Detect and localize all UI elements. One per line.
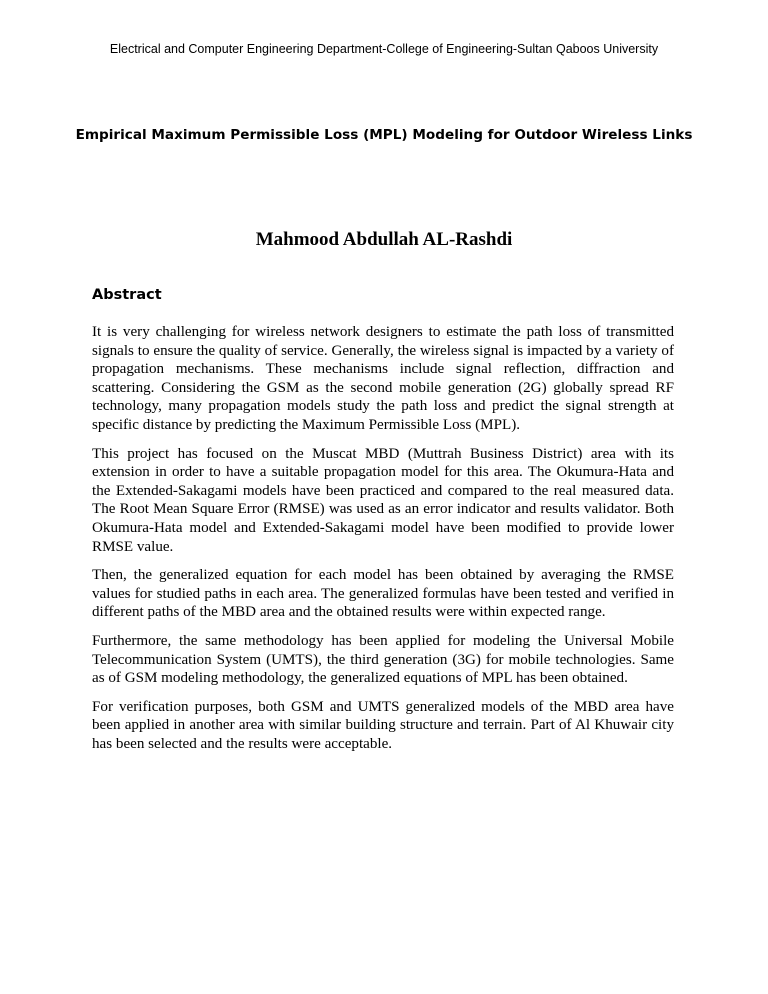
abstract-paragraph-4: Furthermore, the same methodology has been applied for modeling the Universal Mobile Telecommunication System (UMTS), the third generation (3G) for mobile technologies. Same as of GSM modeling methodology, the generalized equations of MPL has been obtained. xyxy=(92,632,674,687)
abstract-body xyxy=(92,323,674,763)
abstract-heading: Abstract xyxy=(92,287,162,303)
document-title: Empirical Maximum Permissible Loss (MPL) Modeling for Outdoor Wireless Links xyxy=(75,127,693,143)
author-name: Mahmood Abdullah AL-Rashdi xyxy=(255,229,513,250)
abstract-paragraph-2: This project has focused on the Muscat MBD (Muttrah Business District) area with its extension in order to have a suitable propagation model for this area. The Okumura-Hata and the Extended-Sakagami models have been practiced and compared to the real measured data. The Root Mean Square Error (RMSE) was used as an error indicator and results validator. Both Okumura-Hata model and Extended-Sakagami model have been modified to provide lower RMSE value. xyxy=(92,445,674,555)
running-header: Electrical and Computer Engineering Department-College of Engineering-Sultan Qaboos University xyxy=(109,42,659,56)
abstract-paragraph-1: It is very challenging for wireless network designers to estimate the path loss of transmitted signals to ensure the quality of service. Generally, the wireless signal is impacted by a variety of propagation mechanisms. These mechanisms include signal reflection, diffraction and scattering. Considering the GSM as the second mobile generation (2G) globally spread RF technology, many propagation models study the path loss and predict the signal strength at specific distance by predicting the Maximum Permissible Loss (MPL). xyxy=(92,324,674,433)
abstract-paragraph-5: For verification purposes, both GSM and UMTS generalized models of the MBD area have been applied in another area with similar building structure and terrain. Part of Al Khuwair city has been selected and the results were acceptable. xyxy=(92,698,674,752)
abstract-paragraph-3: Then, the generalized equation for each model has been obtained by averaging the RMSE values for studied paths in each area. The generalized formulas have been tested and verified in different paths of the MBD area and the obtained results were within expected range. xyxy=(92,567,674,621)
